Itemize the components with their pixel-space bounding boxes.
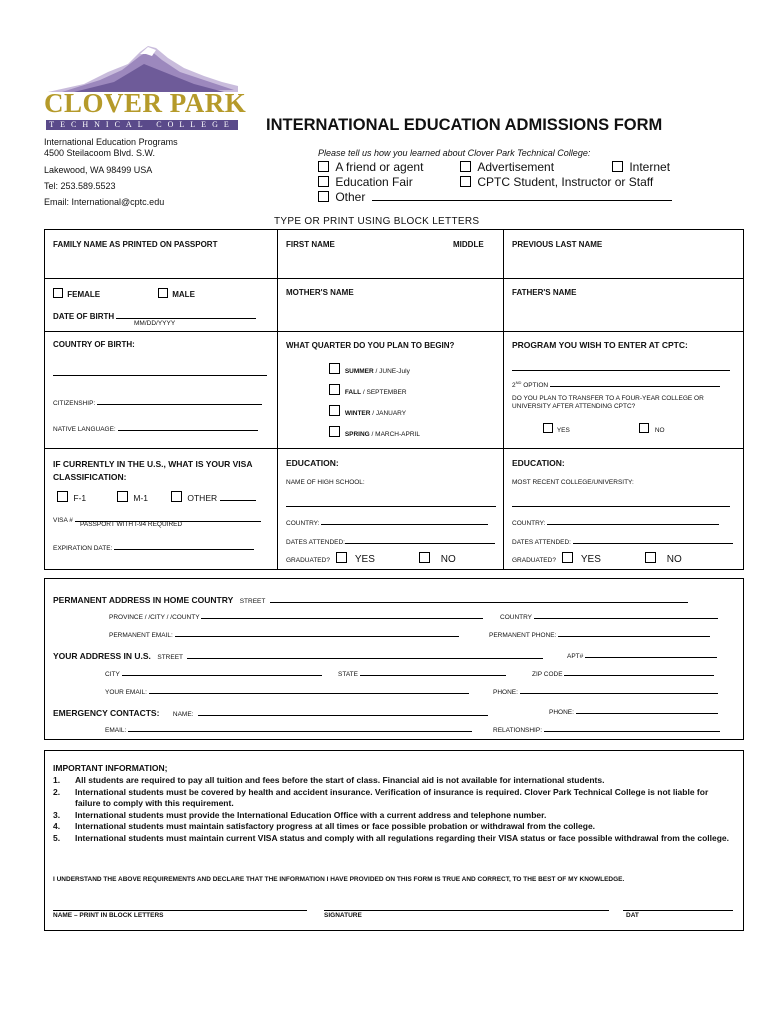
hs-dates-label: DATES ATTENDED:: [286, 539, 345, 546]
emergency-email-field[interactable]: [128, 722, 472, 732]
program-question: PROGRAM YOU WISH TO ENTER AT CPTC:: [512, 340, 688, 350]
relationship-label: RELATIONSHIP:: [493, 727, 543, 734]
date-label: DAT: [626, 912, 639, 919]
college-logo: [44, 42, 247, 132]
referral-advertisement-checkbox[interactable]: [460, 161, 471, 172]
permanent-street-label: STREET: [239, 598, 266, 605]
apt-label: APT#: [567, 653, 584, 660]
important-item: 2. International students must be covered by health and accident insurance. Verification of insurance is required. Clover Park Technical College is not liable for failure to comply with this requirement.: [53, 786, 709, 808]
referral-other-line[interactable]: [372, 191, 672, 201]
spring-label: SPRING: [344, 431, 370, 438]
emergency-email-label: EMAIL:: [105, 727, 127, 734]
permanent-phone-label: PERMANENT PHONE:: [489, 632, 557, 639]
hs-graduated-no-label: NO: [440, 554, 456, 565]
referral-education-fair-checkbox[interactable]: [318, 176, 329, 187]
emergency-name-label: NAME:: [172, 711, 194, 718]
date-field[interactable]: [623, 901, 733, 911]
summer-label: SUMMER: [344, 368, 374, 375]
state-field[interactable]: [360, 666, 506, 676]
college-info: [44, 137, 178, 209]
important-item: 4. International students must maintain satisfactory progress at all times or face possible probation or withdrawal from the college.: [53, 821, 596, 831]
winter-label: WINTER: [344, 410, 371, 417]
declaration-text: I UNDERSTAND THE ABOVE REQUIREMENTS AND DECLARE THAT THE INFORMATION I HAVE PROVIDED ON THIS FORM IS TRUE AND CORRECT, TO THE BEST OF MY KNOWLEDGE.: [53, 876, 625, 883]
permanent-country-label: COUNTRY: [500, 614, 532, 621]
visa-other-checkbox[interactable]: [171, 491, 182, 502]
spring-months: / MARCH-APRIL: [369, 431, 420, 438]
emergency-contacts-label: EMERGENCY CONTACTS:: [53, 708, 160, 718]
mothers-name-label: MOTHER'S NAME: [286, 288, 354, 297]
education-label-2: EDUCATION:: [512, 458, 565, 468]
referral-internet-checkbox[interactable]: [612, 161, 623, 172]
college-graduated-label: GRADUATED?: [512, 557, 556, 564]
country-of-birth-field[interactable]: [53, 366, 267, 376]
your-email-field[interactable]: [149, 684, 469, 694]
us-street-field[interactable]: [187, 649, 543, 659]
important-list: [53, 775, 733, 844]
previous-last-name-label: PREVIOUS LAST NAME: [512, 240, 603, 249]
transfer-yes-label: YES: [556, 427, 570, 434]
female-label: FEMALE: [67, 290, 101, 299]
logo-name-line1: CLOVER PARK: [44, 88, 247, 118]
college-label: MOST RECENT COLLEGE/UNIVERSITY:: [512, 479, 634, 486]
referral-friend-label: A friend or agent: [335, 160, 424, 174]
college-field[interactable]: [512, 497, 730, 507]
winter-checkbox[interactable]: [329, 405, 340, 416]
city-field[interactable]: [122, 666, 322, 676]
us-address-label: YOUR ADDRESS IN U.S.: [53, 651, 151, 661]
apt-field[interactable]: [585, 648, 717, 658]
name-print-label: NAME – PRINT IN BLOCK LETTERS: [53, 912, 164, 919]
your-phone-label: PHONE:: [493, 689, 518, 696]
referral-internet-label: Internet: [629, 160, 671, 174]
citizenship-label: CITIZENSHIP:: [53, 400, 96, 407]
referral-other-checkbox[interactable]: [318, 191, 329, 202]
date-of-birth-label: DATE OF BIRTH: [53, 312, 115, 321]
fall-months: / SEPTEMBER: [361, 389, 407, 396]
hs-country-label: COUNTRY:: [286, 520, 320, 527]
transfer-question: DO YOU PLAN TO TRANSFER TO A FOUR-YEAR COLLEGE OR UNIVERSITY AFTER ATTENDING CPTC?: [512, 395, 704, 410]
visa-f1-checkbox[interactable]: [57, 491, 68, 502]
fall-checkbox[interactable]: [329, 384, 340, 395]
name-print-field[interactable]: [53, 901, 307, 911]
female-checkbox[interactable]: [53, 288, 63, 298]
form-title: INTERNATIONAL EDUCATION ADMISSIONS FORM: [266, 116, 663, 134]
fall-label: FALL: [344, 389, 362, 396]
zip-label: ZIP CODE: [532, 671, 563, 678]
state-label: STATE: [338, 671, 358, 678]
hs-country-field[interactable]: [321, 515, 488, 525]
second-option-field[interactable]: [550, 377, 720, 387]
dob-format-hint: MM/DD/YYYY: [134, 320, 176, 327]
permanent-street-field[interactable]: [270, 593, 688, 603]
native-language-label: NATIVE LANGUAGE:: [53, 426, 116, 433]
education-label-1: EDUCATION:: [286, 458, 339, 468]
province-field[interactable]: [201, 609, 483, 619]
signature-label: SIGNATURE: [324, 912, 362, 919]
hs-graduated-yes-checkbox[interactable]: [336, 552, 347, 563]
relationship-field[interactable]: [544, 722, 720, 732]
permanent-country-field[interactable]: [534, 609, 718, 619]
spring-checkbox[interactable]: [329, 426, 340, 437]
referral-friend-checkbox[interactable]: [318, 161, 329, 172]
quarter-question: WHAT QUARTER DO YOU PLAN TO BEGIN?: [286, 341, 455, 350]
hs-graduated-no-checkbox[interactable]: [419, 552, 430, 563]
male-checkbox[interactable]: [158, 288, 168, 298]
transfer-no-label: NO: [654, 427, 665, 434]
permanent-address-label: PERMANENT ADDRESS IN HOME COUNTRY: [53, 595, 234, 605]
visa-m1-checkbox[interactable]: [117, 491, 128, 502]
expiration-date-field[interactable]: [114, 540, 254, 550]
college-dates-field[interactable]: [573, 534, 733, 544]
visa-f1-label: F-1: [73, 493, 87, 503]
college-info-email: Email: International@cptc.edu: [44, 197, 165, 207]
college-info-tel: Tel: 253.589.5523: [44, 181, 116, 191]
province-label: PROVINCE / /CITY / /COUNTY: [109, 614, 200, 621]
important-item: 1. All students are required to pay all tuition and fees before the start of class. Financial aid is not available for international students.: [53, 775, 605, 785]
city-label: CITY: [105, 671, 120, 678]
country-of-birth-label: COUNTRY OF BIRTH:: [53, 340, 135, 349]
high-school-field[interactable]: [286, 497, 496, 507]
visa-question: IF CURRENTLY IN THE U.S., WHAT IS YOUR VISA CLASSIFICATION:: [53, 459, 253, 482]
college-country-field[interactable]: [547, 515, 719, 525]
hs-graduated-yes-label: YES: [354, 554, 375, 565]
passport-note: PASSPORT WITH I-94 REQUIRED: [80, 521, 183, 528]
summer-months: / JUNE-July: [373, 368, 410, 375]
summer-checkbox[interactable]: [329, 363, 340, 374]
family-name-label: FAMILY NAME AS PRINTED ON PASSPORT: [53, 240, 218, 249]
emergency-phone-label: PHONE:: [549, 709, 574, 716]
permanent-phone-field[interactable]: [558, 627, 710, 637]
first-name-label: FIRST NAME: [286, 240, 335, 249]
fathers-name-label: FATHER'S NAME: [512, 288, 577, 297]
second-option-sup: ND: [515, 379, 522, 385]
transfer-yes-checkbox[interactable]: [543, 423, 553, 433]
signature-field[interactable]: [324, 901, 609, 911]
permanent-email-field[interactable]: [175, 627, 459, 637]
college-country-label: COUNTRY:: [512, 520, 546, 527]
citizenship-field[interactable]: [97, 395, 262, 405]
college-graduated-no-checkbox[interactable]: [645, 552, 656, 563]
native-language-field[interactable]: [118, 421, 258, 431]
referral-other-label: Other: [335, 190, 366, 204]
referral-advertisement-label: Advertisement: [477, 160, 555, 174]
college-graduated-no-label: NO: [666, 554, 682, 565]
important-item: 5. International students must maintain current VISA status and comply with all regulations regarding their VISA status or face possible withdrawal from the college.: [53, 832, 729, 843]
second-option-num: 2: [512, 382, 516, 389]
college-info-line3: Lakewood, WA 98499 USA: [44, 165, 153, 175]
transfer-no-checkbox[interactable]: [639, 423, 649, 433]
college-info-line2: 4500 Steilacoom Blvd. S.W.: [44, 148, 156, 158]
college-graduated-yes-label: YES: [580, 554, 601, 565]
program-field[interactable]: [512, 361, 730, 371]
college-dates-label: DATES ATTENDED:: [512, 539, 571, 546]
visa-other-label: OTHER: [187, 493, 218, 503]
important-heading: IMPORTANT INFORMATION;: [53, 763, 168, 773]
referral-cptc-checkbox[interactable]: [460, 176, 471, 187]
visa-m1-label: M-1: [133, 493, 149, 503]
your-email-label: YOUR EMAIL:: [105, 689, 147, 696]
your-phone-field[interactable]: [520, 684, 718, 694]
referral-education-fair-label: Education Fair: [335, 175, 413, 189]
hs-graduated-label: GRADUATED?: [286, 557, 330, 564]
visa-other-field[interactable]: [220, 491, 256, 501]
emergency-name-field[interactable]: [198, 706, 488, 716]
important-item: 3. International students must provide the International Education Office with a current address and telephone number.: [53, 809, 547, 820]
us-street-label: STREET: [157, 654, 184, 661]
winter-months: / JANUARY: [370, 410, 407, 417]
type-instruction: TYPE OR PRINT USING BLOCK LETTERS: [274, 216, 480, 227]
second-option-label: OPTION: [521, 382, 549, 389]
middle-name-label: MIDDLE: [453, 240, 484, 249]
high-school-label: NAME OF HIGH SCHOOL:: [286, 479, 365, 486]
expiration-date-label: EXPIRATION DATE:: [53, 545, 113, 552]
hs-dates-field[interactable]: [345, 534, 495, 544]
visa-number-label: VISA #: [53, 517, 73, 524]
referral-cptc-label: CPTC Student, Instructor or Staff: [477, 175, 654, 189]
college-info-line1: International Education Programs: [44, 137, 178, 147]
zip-field[interactable]: [564, 666, 714, 676]
male-label: MALE: [172, 290, 195, 299]
referral-prompt: Please tell us how you learned about Clover Park Technical College:: [318, 148, 591, 158]
date-of-birth-field[interactable]: [116, 309, 256, 319]
logo-name-line2: TECHNICAL COLLEGE: [49, 120, 235, 129]
mountain-logo-icon: [44, 42, 240, 94]
permanent-email-label: PERMANENT EMAIL:: [109, 632, 173, 639]
college-graduated-yes-checkbox[interactable]: [562, 552, 573, 563]
emergency-phone-field[interactable]: [576, 704, 718, 714]
